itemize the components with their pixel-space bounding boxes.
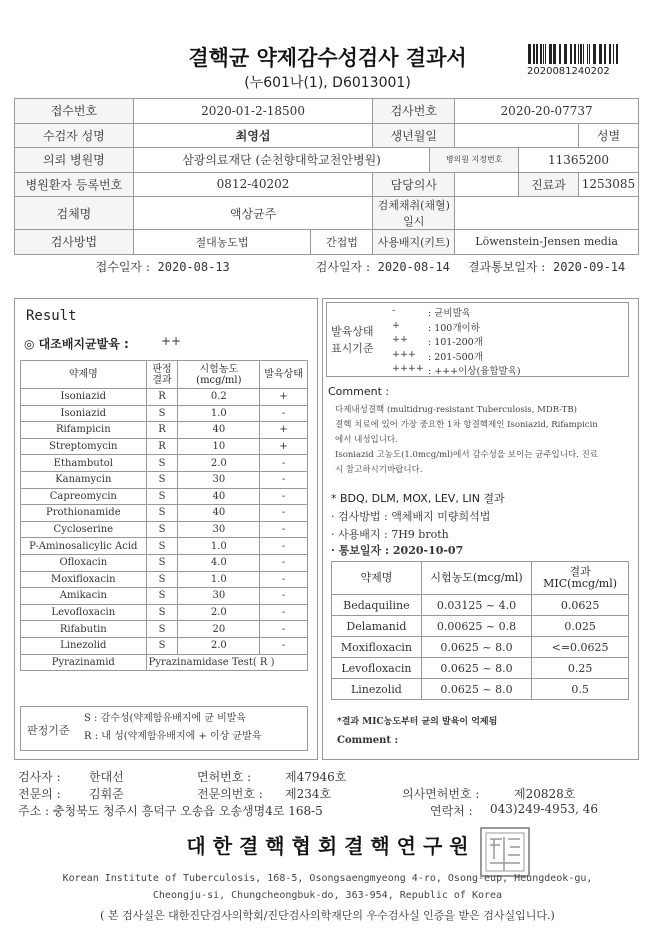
result-row [21, 621, 308, 638]
result-row [21, 505, 308, 522]
barcode-bar [559, 44, 561, 64]
barcode-bar [564, 44, 567, 64]
concentration: 1.0 [178, 405, 260, 422]
comment-line: 결핵 치료에 있어 가장 중요한 1차 항결핵제인 Isoniazid, Rifampicin [335, 420, 598, 430]
bdq-title: * BDQ, DLM, MOX, LEV, LIN 결과 [331, 492, 505, 505]
barcode-bar [545, 44, 546, 64]
comment-line: 시 참고하시기바랍니다. [335, 465, 423, 475]
specialist-no: 제234호 [285, 787, 332, 801]
judgement: S [146, 621, 178, 638]
dates-row [15, 254, 311, 279]
doctor-license-no: 제20828호 [514, 787, 576, 801]
concentration: 40 [178, 422, 260, 439]
report-date-label: 결과통보일자 : [467, 260, 546, 275]
reg-no: 2020-01-2-18500 [133, 99, 373, 124]
growth-symbol: + [392, 319, 400, 331]
criteria-s: S : 감수성(약제함유배지에 균 비발육 [84, 713, 247, 724]
growth-meaning: : +++이상(융합발육) [428, 366, 521, 377]
barcode-bar [553, 44, 556, 64]
report-code: (누601나(1), D6013001) [244, 75, 411, 91]
barcode-bar [589, 44, 590, 64]
mic-range: 0.00625 ~ 0.8 [421, 616, 531, 637]
mic-col-range: 시험농도(mcg/ml) [421, 562, 531, 595]
bdq-method: · 검사방법 : 액체배지 미량희석법 [331, 510, 491, 523]
barcode-bar [583, 44, 584, 64]
growth: - [260, 637, 308, 654]
bdq-medium: · 사용배지 : 7H9 broth [331, 528, 449, 541]
specialist-name: 김휘준 [89, 787, 124, 801]
barcode-bar [593, 44, 596, 64]
mic-range: 0.0625 ~ 8.0 [421, 658, 531, 679]
barcode-bar [533, 44, 535, 64]
concentration: 1.0 [178, 538, 260, 555]
barcode-bar [549, 44, 552, 64]
test-no: 2020-20-07737 [455, 99, 639, 124]
control-growth-value: ++ [161, 334, 182, 348]
mic-value: 0.025 [532, 616, 629, 637]
col-growth: 발육상태 [260, 361, 308, 389]
concentration: 2.0 [178, 637, 260, 654]
judgement: S [146, 637, 178, 654]
growth: - [260, 488, 308, 505]
concentration: 10 [178, 438, 260, 455]
license-label: 면허번호 : [197, 770, 252, 784]
report-date: 2020-09-14 [553, 260, 626, 275]
result-row [21, 422, 308, 439]
judgement: S [146, 604, 178, 621]
drug-name: Streptomycin [21, 438, 147, 455]
result-row [21, 588, 308, 605]
concentration: 20 [178, 621, 260, 638]
mic-row [332, 595, 629, 616]
concentration: 0.2 [178, 389, 260, 406]
mic-row [332, 616, 629, 637]
judgement: S [146, 554, 178, 571]
doctor-name [455, 172, 519, 197]
criteria-r: R : 내 성(약제함유배지에 + 이상 균발육 [84, 731, 262, 742]
medium-label: 사용배지(키트) [373, 230, 455, 255]
judgement: S [146, 455, 178, 472]
susceptibility-table [20, 360, 308, 671]
institute-address-en-2: Cheongju-si, Chungcheongbuk-do, 363-954, Republic of Korea [152, 890, 503, 901]
barcode-bar [616, 44, 618, 64]
pza-result: Pyrazinamidase Test( R ) [146, 654, 307, 671]
result-row [21, 571, 308, 588]
growth: - [260, 621, 308, 638]
mic-comment: Comment : [337, 735, 399, 746]
drug-name: Rifampicin [21, 422, 147, 439]
result-heading: Result [26, 308, 77, 324]
doctor-label: 담당의사 [373, 172, 455, 197]
col-judgement: 판정결과 [146, 361, 178, 389]
drug-name: Capreomycin [21, 488, 147, 505]
hospital-no-label: 병의원 지정번호 [430, 148, 519, 173]
drug-name: Cycloserine [21, 521, 147, 538]
result-row [21, 389, 308, 406]
tester-label: 검사자 : [18, 770, 61, 784]
judgement: S [146, 588, 178, 605]
barcode-bar [599, 44, 602, 64]
mic-value: 0.5 [532, 679, 629, 700]
drug-name: Isoniazid [21, 405, 147, 422]
judgement: S [146, 538, 178, 555]
col-concentration: 시험농도(mcg/ml) [178, 361, 260, 389]
birth-label: 생년월일 [373, 123, 455, 148]
hospital-label: 의뢰 병원명 [15, 148, 134, 173]
tester-name: 한대선 [89, 770, 124, 784]
growth-meaning: : 201-500개 [428, 351, 483, 363]
judgement: S [146, 471, 178, 488]
barcode-bar [609, 44, 611, 64]
birth-date [455, 123, 579, 148]
drug-name: Moxifloxacin [21, 571, 147, 588]
reg-no-label: 접수번호 [15, 99, 134, 124]
test-no-label: 검사번호 [373, 99, 455, 124]
growth: - [260, 588, 308, 605]
specimen-label: 검체명 [15, 197, 134, 230]
recv-date-label: 접수일자 : [95, 260, 150, 275]
result-row [21, 604, 308, 621]
certification-note: ( 본 검사실은 대한진단검사의학회/진단검사의학재단의 우수검사실 인증을 받은 검사실입니다.) [100, 909, 555, 922]
growth-symbol: ++++ [392, 363, 424, 374]
mic-range: 0.0625 ~ 8.0 [421, 679, 531, 700]
pza-name: Pyrazinamid [21, 654, 147, 671]
test-date: 2020-08-14 [377, 260, 450, 275]
growth-legend-label: 발육상태 표시기준 [331, 325, 374, 355]
specimen-value: 액상균주 [133, 197, 373, 230]
growth: + [260, 389, 308, 406]
barcode-bar [528, 44, 531, 64]
result-row [21, 471, 308, 488]
mic-col-drug: 약제명 [332, 562, 422, 595]
mic-table [331, 561, 629, 700]
barcode-bar [570, 44, 572, 64]
method-primary: 절대농도법 [133, 230, 311, 255]
mic-note: *결과 MIC농도부터 균의 발육이 억제됨 [337, 717, 498, 727]
growth: - [260, 505, 308, 522]
judgement: S [146, 505, 178, 522]
mic-drug: Levofloxacin [332, 658, 422, 679]
patient-info-table [14, 98, 639, 279]
mic-row [332, 679, 629, 700]
result-row [21, 488, 308, 505]
test-date-label: 검사일자 : [315, 260, 370, 275]
result-row [21, 438, 308, 455]
comment-line: 다제내성결핵 (multidrug-resistant Tuberculosis, MDR-TB) [335, 405, 577, 415]
collect-value [455, 197, 639, 230]
judgement: S [146, 571, 178, 588]
dept-label: 진료과 [519, 172, 579, 197]
judgement: R [146, 422, 178, 439]
barcode-bar [540, 44, 542, 64]
drug-name: Rifabutin [21, 621, 147, 638]
comment-line: Isoniazid 고농도(1.0mcg/ml)에서 감수성을 보이는 균주입니다. 진료 [335, 450, 599, 460]
concentration: 40 [178, 488, 260, 505]
official-seal [480, 827, 530, 877]
license-no: 제47946호 [285, 770, 347, 784]
col-drug: 약제명 [21, 361, 147, 389]
concentration: 2.0 [178, 604, 260, 621]
test-date-cell [311, 254, 455, 279]
patient-label: 수검자 성명 [15, 123, 134, 148]
sex-label: 성별 [596, 128, 621, 143]
institute-name: 대 한 결 핵 협 회 결 핵 연 구 원 [186, 834, 469, 858]
contact-label: 연락처 : [430, 804, 473, 818]
drug-name: Isoniazid [21, 389, 147, 406]
drug-name: Kanamycin [21, 471, 147, 488]
result-row [21, 538, 308, 555]
comment-line: 에서 내성입니다. [335, 435, 398, 445]
mic-row [332, 658, 629, 679]
barcode-bar [613, 44, 614, 64]
mic-col-result: 결과 MIC(mcg/ml) [532, 562, 629, 595]
drug-name: Ethambutol [21, 455, 147, 472]
growth: + [260, 438, 308, 455]
result-row [21, 455, 308, 472]
mic-drug: Bedaquiline [332, 595, 422, 616]
sex-cell [578, 123, 638, 148]
concentration: 2.0 [178, 455, 260, 472]
drug-name: P-Aminosalicylic Acid [21, 538, 147, 555]
barcode-bar [574, 44, 576, 64]
judgement: S [146, 521, 178, 538]
concentration: 30 [178, 471, 260, 488]
drug-name: Ofloxacin [21, 554, 147, 571]
barcode-number: 2020081240202 [527, 66, 610, 77]
result-row [21, 637, 308, 654]
barcode-bar [587, 44, 588, 64]
concentration: 30 [178, 588, 260, 605]
report-title: 결핵균 약제감수성검사 결과서 [188, 46, 467, 70]
doctor-license-label: 의사면허번호 : [402, 787, 480, 801]
method-secondary: 간접법 [311, 230, 373, 255]
institute-address-en-1: Korean Institute of Tuberculosis, 168-5, Osongsaengmyeong 4-ro, Osong-eup, Heungdeok-gu, [62, 873, 593, 884]
criteria-label: 판정기준 [27, 724, 70, 737]
mic-value: 0.25 [532, 658, 629, 679]
drug-name: Linezolid [21, 637, 147, 654]
concentration: 4.0 [178, 554, 260, 571]
method-label: 검사방법 [15, 230, 134, 255]
address: 주소 : 충청북도 청주시 흥덕구 오송읍 오송생명4로 168-5 [18, 804, 323, 818]
result-row [21, 405, 308, 422]
growth: + [260, 422, 308, 439]
contact-phone: 043)249-4953, 46 [490, 802, 598, 816]
growth: - [260, 405, 308, 422]
chart-no: 0812-40202 [133, 172, 373, 197]
barcode-bar [536, 44, 538, 64]
specialist-label: 전문의 : [18, 787, 61, 801]
growth: - [260, 538, 308, 555]
collect-label: 검체채취(채혈)일시 [373, 197, 455, 230]
barcode-bar [580, 44, 582, 64]
growth-meaning: : 101-200개 [428, 337, 483, 348]
barcode-bar [604, 44, 606, 64]
dept-value: 1253085 [578, 172, 638, 197]
drug-name: Amikacin [21, 588, 147, 605]
judgement: R [146, 389, 178, 406]
growth-meaning: : 100개이하 [428, 322, 480, 334]
judgement: R [146, 438, 178, 455]
comment-title: Comment : [328, 385, 390, 398]
growth-symbol: +++ [392, 348, 416, 360]
concentration: 30 [178, 521, 260, 538]
growth: - [260, 554, 308, 571]
recv-date: 2020-08-13 [157, 260, 230, 275]
patient-name: 최영섭 [133, 123, 373, 148]
judgement: S [146, 488, 178, 505]
growth-symbol: ++ [392, 334, 408, 345]
drug-name: Prothionamide [21, 505, 147, 522]
mic-value: <=0.0625 [532, 637, 629, 658]
mic-drug: Delamanid [332, 616, 422, 637]
report-date-cell [455, 254, 639, 279]
drug-name: Levofloxacin [21, 604, 147, 621]
concentration: 40 [178, 505, 260, 522]
growth: - [260, 521, 308, 538]
mic-range: 0.0625 ~ 8.0 [421, 637, 531, 658]
growth: - [260, 471, 308, 488]
growth: - [260, 604, 308, 621]
judgement: S [146, 405, 178, 422]
growth-meaning: : 균비발육 [428, 308, 471, 319]
mic-drug: Linezolid [332, 679, 422, 700]
medium-value: Löwenstein-Jensen media [455, 230, 639, 255]
bdq-report-date: · 통보일자 : 2020-10-07 [331, 544, 464, 557]
mic-range: 0.03125 ~ 4.0 [421, 595, 531, 616]
growth: - [260, 455, 308, 472]
growth-symbol: - [392, 305, 396, 316]
specialist-no-label: 전문의번호 : [197, 787, 263, 801]
barcode-bar [543, 44, 544, 64]
mic-drug: Moxifloxacin [332, 637, 422, 658]
chart-no-label: 병원환자 등록번호 [15, 172, 134, 197]
mic-value: 0.0625 [532, 595, 629, 616]
hospital-no: 11365200 [519, 148, 639, 173]
barcode [528, 44, 622, 64]
growth: - [260, 571, 308, 588]
mic-row [332, 637, 629, 658]
hospital-name: 삼광의료재단 (순천향대학교천안병원) [133, 148, 429, 173]
result-row [21, 554, 308, 571]
concentration: 1.0 [178, 571, 260, 588]
result-row [21, 521, 308, 538]
control-growth-label: ◎ 대조배지균발육 : [24, 337, 129, 351]
barcode-bar [578, 44, 579, 64]
